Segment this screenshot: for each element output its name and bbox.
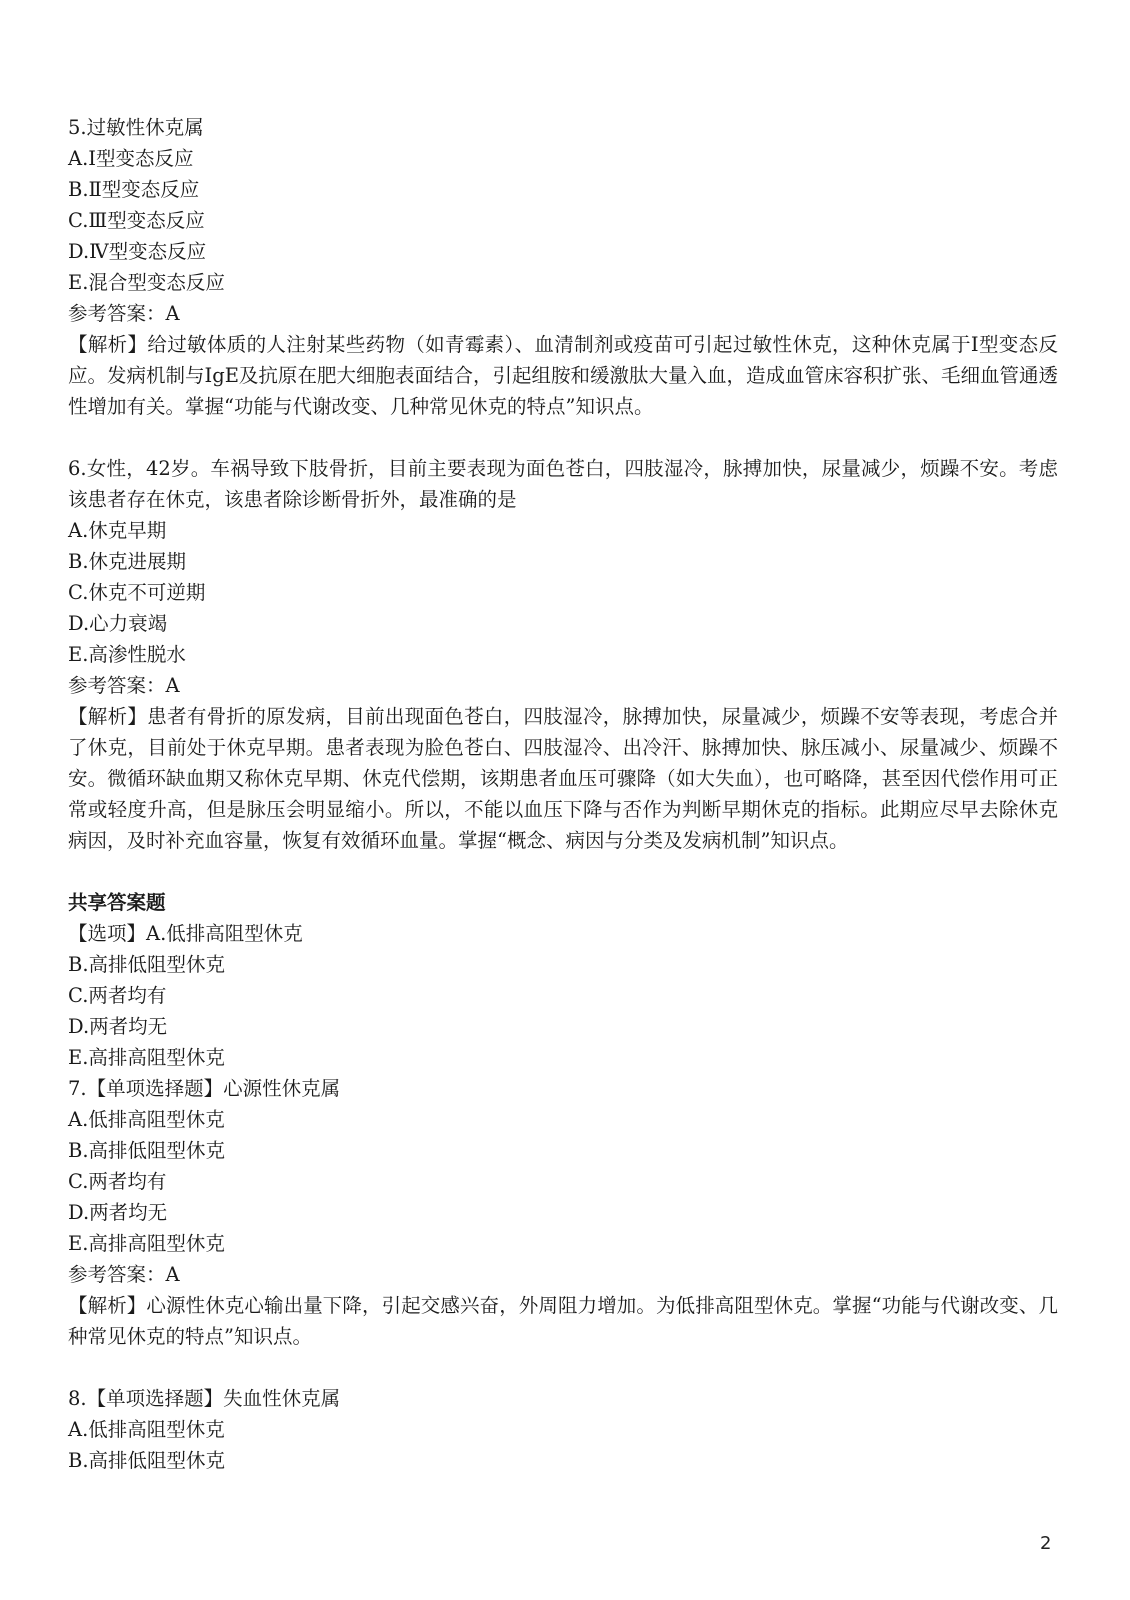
question-6-analysis: 【解析】患者有骨折的原发病，目前出现面色苍白，四肢湿冷，脉搏加快，尿量减少，烦躁不安等表现，考虑合并了休克，目前处于休克早期。患者表现为脸色苍白、四肢湿冷、出冷汗、脉搏加快、脉压减小、尿量减少、烦躁不安。微循环缺血期又称休克早期、休克代偿期，该期患者血压可骤降（如大失血），也可略降，甚至因代偿作用可正常或轻度升高，但是脉压会明显缩小。所以，不能以血压下降与否作为判断早期休克的指标。此期应尽早去除休克病因，及时补充血容量，恢复有效循环血量。掌握“概念、病因与分类及发病机制”知识点。: [68, 705, 1058, 852]
question-6-answer: 参考答案：A: [68, 674, 180, 697]
question-8-option-b: B.高排低阻型休克: [68, 1449, 226, 1472]
question-5-option-a: A.Ⅰ型变态反应: [68, 147, 194, 170]
question-7-analysis: 【解析】心源性休克心输出量下降，引起交感兴奋，外周阻力增加。为低排高阻型休克。掌握“功能与代谢改变、几种常见休克的特点”知识点。: [68, 1294, 1058, 1348]
question-6-stem: 6.女性，42岁。车祸导致下肢骨折，目前主要表现为面色苍白，四肢湿冷，脉搏加快，尿量减少，烦躁不安。考虑该患者存在休克，该患者除诊断骨折外，最准确的是: [68, 457, 1058, 511]
question-8-option-a: A.低排高阻型休克: [68, 1418, 225, 1441]
question-6-option-c: C.休克不可逆期: [68, 581, 206, 604]
shared-option-a: 【选项】A.低排高阻型休克: [68, 922, 303, 945]
shared-option-e: E.高排高阻型休克: [68, 1046, 225, 1069]
question-7-stem: 7.【单项选择题】心源性休克属: [68, 1077, 341, 1100]
question-7-option-c: C.两者均有: [68, 1170, 167, 1193]
question-5-answer: 参考答案：A: [68, 302, 180, 325]
question-6-option-d: D.心力衰竭: [68, 612, 168, 635]
question-7-option-b: B.高排低阻型休克: [68, 1139, 226, 1162]
question-5-option-e: E.混合型变态反应: [68, 271, 225, 294]
shared-option-d: D.两者均无: [68, 1015, 168, 1038]
shared-option-b: B.高排低阻型休克: [68, 953, 226, 976]
question-7-option-d: D.两者均无: [68, 1201, 168, 1224]
question-6-option-a: A.休克早期: [68, 519, 167, 542]
shared-option-c: C.两者均有: [68, 984, 167, 1007]
page-number: 2: [1040, 1533, 1052, 1554]
question-5-option-d: D.Ⅳ型变态反应: [68, 240, 207, 263]
question-5-option-b: B.Ⅱ型变态反应: [68, 178, 200, 201]
question-7-answer: 参考答案：A: [68, 1263, 180, 1286]
document-body: [68, 112, 1058, 1476]
question-6-option-e: E.高渗性脱水: [68, 643, 186, 666]
question-7-option-a: A.低排高阻型休克: [68, 1108, 225, 1131]
question-8-stem: 8.【单项选择题】失血性休克属: [68, 1387, 341, 1410]
shared-answer-heading: 共享答案题: [68, 891, 166, 914]
question-5-stem: 5.过敏性休克属: [68, 116, 204, 139]
question-5-option-c: C.Ⅲ型变态反应: [68, 209, 205, 232]
question-5-analysis: 【解析】给过敏体质的人注射某些药物（如青霉素）、血清制剂或疫苗可引起过敏性休克，这种休克属于Ⅰ型变态反应。发病机制与IgE及抗原在肥大细胞表面结合，引起组胺和缓激肽大量入血，造成血管床容积扩张、毛细血管通透性增加有关。掌握“功能与代谢改变、几种常见休克的特点”知识点。: [68, 333, 1058, 418]
question-7-option-e: E.高排高阻型休克: [68, 1232, 225, 1255]
question-6-option-b: B.休克进展期: [68, 550, 187, 573]
